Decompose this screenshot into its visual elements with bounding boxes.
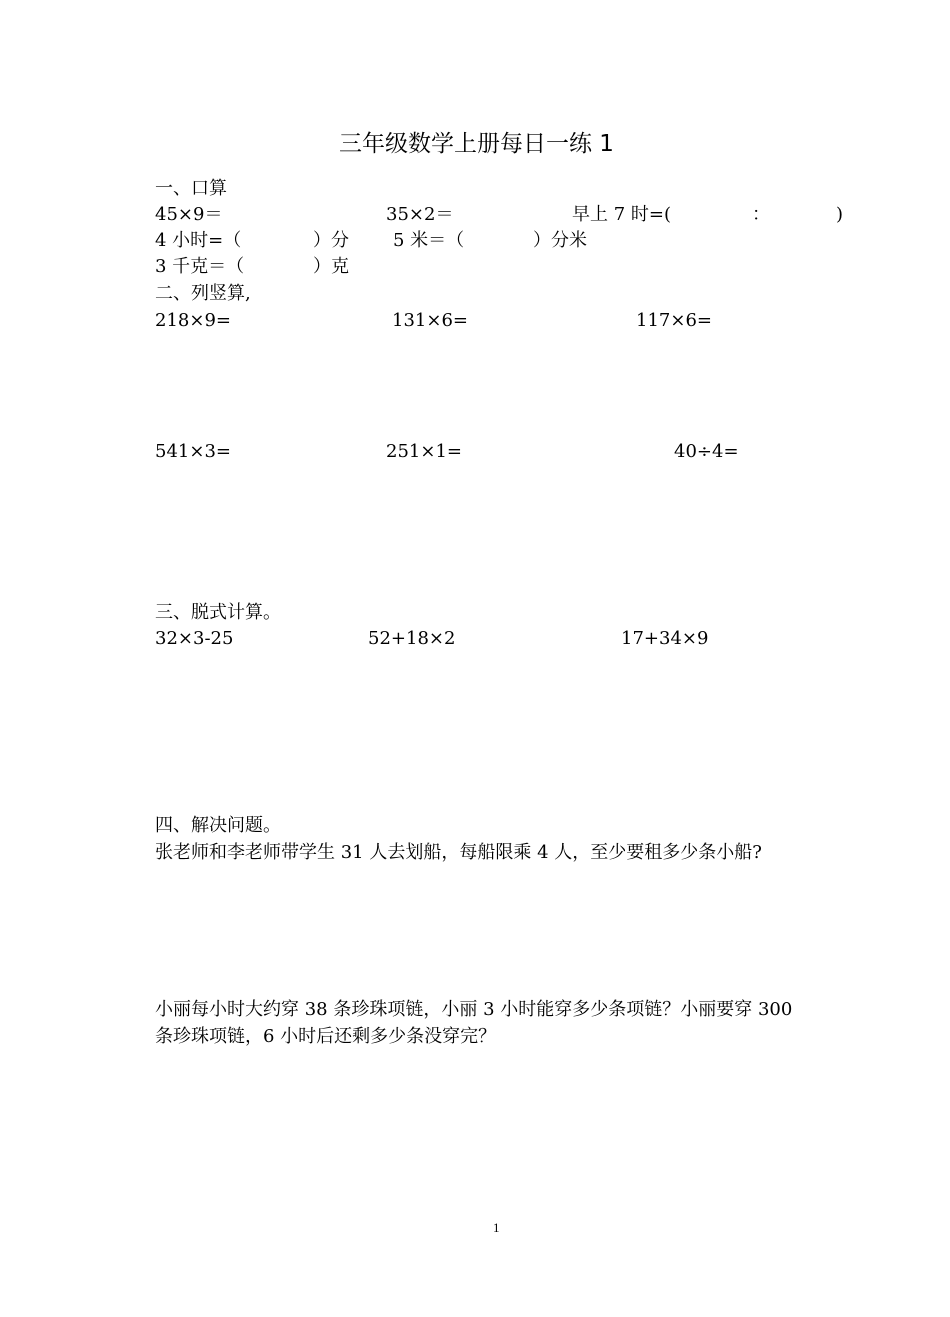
word-problem-2-line2: 条珍珠项链，6 小时后还剩多少条没穿完？	[155, 1026, 497, 1047]
vertical-problem-4: 541×3=	[155, 441, 231, 462]
page-title: 三年级数学上册每日一练 1	[339, 131, 614, 157]
section3-heading: 三、脱式计算。	[155, 602, 281, 623]
oral-problem-5-unit: ）分米	[533, 230, 587, 251]
vertical-problem-6: 40÷4=	[674, 441, 739, 462]
oral-problem-3-close: )	[836, 204, 844, 225]
mixed-calc-1: 32×3-25	[155, 628, 234, 649]
vertical-problem-5: 251×1=	[386, 441, 462, 462]
oral-problem-2: 35×2＝	[386, 204, 454, 225]
oral-problem-5: 5 米＝（	[393, 230, 465, 251]
vertical-problem-2: 131×6=	[392, 310, 468, 331]
page-number: 1	[493, 1220, 500, 1235]
section4-heading: 四、解决问题。	[155, 815, 281, 836]
mixed-calc-2: 52+18×2	[368, 628, 456, 649]
word-problem-2-line1: 小丽每小时大约穿 38 条珍珠项链，小丽 3 小时能穿多少条项链？小丽要穿 300	[155, 999, 793, 1020]
section2-heading: 二、列竖算,	[155, 283, 251, 304]
vertical-problem-3: 117×6=	[636, 310, 712, 331]
oral-problem-6: 3 千克＝（	[155, 256, 245, 277]
mixed-calc-3: 17+34×9	[621, 628, 709, 649]
word-problem-1: 张老师和李老师带学生 31 人去划船，每船限乘 4 人，至少要租多少条小船?	[155, 842, 762, 863]
oral-problem-4: 4 小时=（	[155, 230, 242, 251]
oral-problem-3: 早上 7 时=(	[572, 204, 671, 225]
oral-problem-6-unit: ）克	[313, 256, 349, 277]
oral-problem-4-unit: ）分	[313, 230, 349, 251]
oral-problem-3-colon: ：	[752, 204, 770, 225]
vertical-problem-1: 218×9=	[155, 310, 231, 331]
section1-heading: 一、口算	[155, 178, 227, 199]
oral-problem-1: 45×9＝	[155, 204, 223, 225]
